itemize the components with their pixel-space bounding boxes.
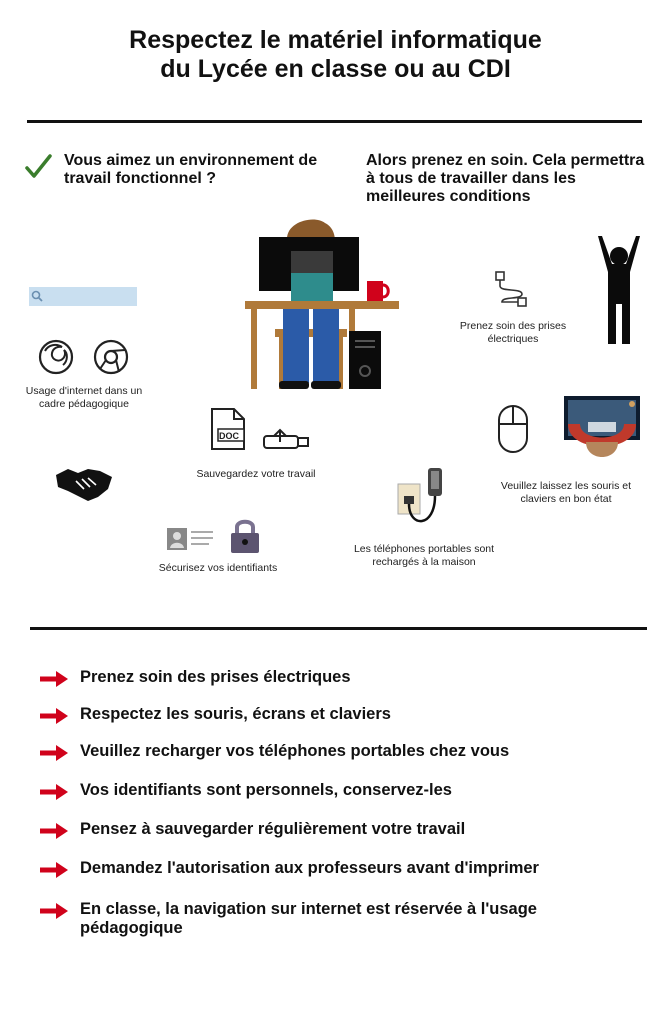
person-arms-up-icon (594, 234, 644, 346)
rule-item (38, 781, 638, 802)
rule-item (38, 705, 638, 726)
search-icon (29, 287, 45, 306)
rule-text: Vos identifiants sont personnels, conservez-les (80, 781, 452, 799)
red-arrow-icon (38, 669, 70, 689)
caption-plugs: Prenez soin des prises électriques (459, 320, 567, 345)
typing-hands-icon (562, 394, 642, 466)
search-bar-icon (29, 287, 137, 306)
rule-item (38, 900, 638, 938)
red-arrow-icon (38, 821, 70, 841)
middle-divider (30, 627, 647, 630)
page-title (0, 26, 671, 84)
rules-list (38, 668, 638, 952)
plug-icon (492, 270, 532, 308)
desk-illustration (243, 213, 403, 393)
rule-text: Respectez les souris, écrans et claviers (80, 705, 391, 723)
caption-save: Sauvegardez votre travail (196, 468, 316, 480)
red-arrow-icon (38, 706, 70, 726)
document-icon (208, 407, 248, 451)
rule-text: En classe, la navigation sur internet est réservée à l'usage pédagogique (80, 900, 537, 937)
red-arrow-icon (38, 901, 70, 921)
page-title-line1: Respectez le matériel informatique (129, 26, 542, 54)
check-icon (24, 152, 52, 180)
intro-left-text: Vous aimez un environnement de travail fonctionnel ? (64, 152, 318, 187)
chrome-icon (91, 337, 131, 377)
handshake-icon (54, 463, 114, 503)
red-arrow-icon (38, 860, 70, 880)
rule-text: Prenez soin des prises électriques (80, 668, 351, 686)
phone-charger-icon (396, 466, 448, 532)
red-arrow-icon (38, 782, 70, 802)
padlock-icon (228, 517, 262, 555)
rule-text: Veuillez recharger vos téléphones portables chez vous (80, 742, 510, 760)
rule-item (38, 742, 638, 763)
caption-internet: Usage d'internet dans un cadre pédagogique (25, 385, 143, 410)
intro-right-text: Alors prenez en soin. Cela permettra à tous de travailler dans les meilleures conditions (366, 152, 645, 205)
usb-key-icon (262, 428, 312, 452)
mouse-icon (496, 402, 530, 454)
id-card-icon (165, 526, 215, 552)
rule-item (38, 859, 638, 880)
rule-text: Demandez l'autorisation aux professeurs avant d'imprimer (80, 859, 539, 877)
red-arrow-icon (38, 743, 70, 763)
caption-mouse: Veuillez laissez les souris et claviers en bon état (500, 480, 632, 505)
caption-phones: Les téléphones portables sont rechargés à la maison (353, 543, 495, 568)
rule-item (38, 668, 638, 689)
top-divider (27, 120, 642, 123)
rule-text: Pensez à sauvegarder régulièrement votre travail (80, 820, 466, 838)
page-title-line2: du Lycée en classe ou au CDI (160, 55, 511, 83)
doc-label: DOC (219, 431, 239, 441)
rule-item (38, 820, 638, 841)
caption-credentials: Sécurisez vos identifiants (158, 562, 278, 574)
firefox-icon (36, 337, 76, 377)
